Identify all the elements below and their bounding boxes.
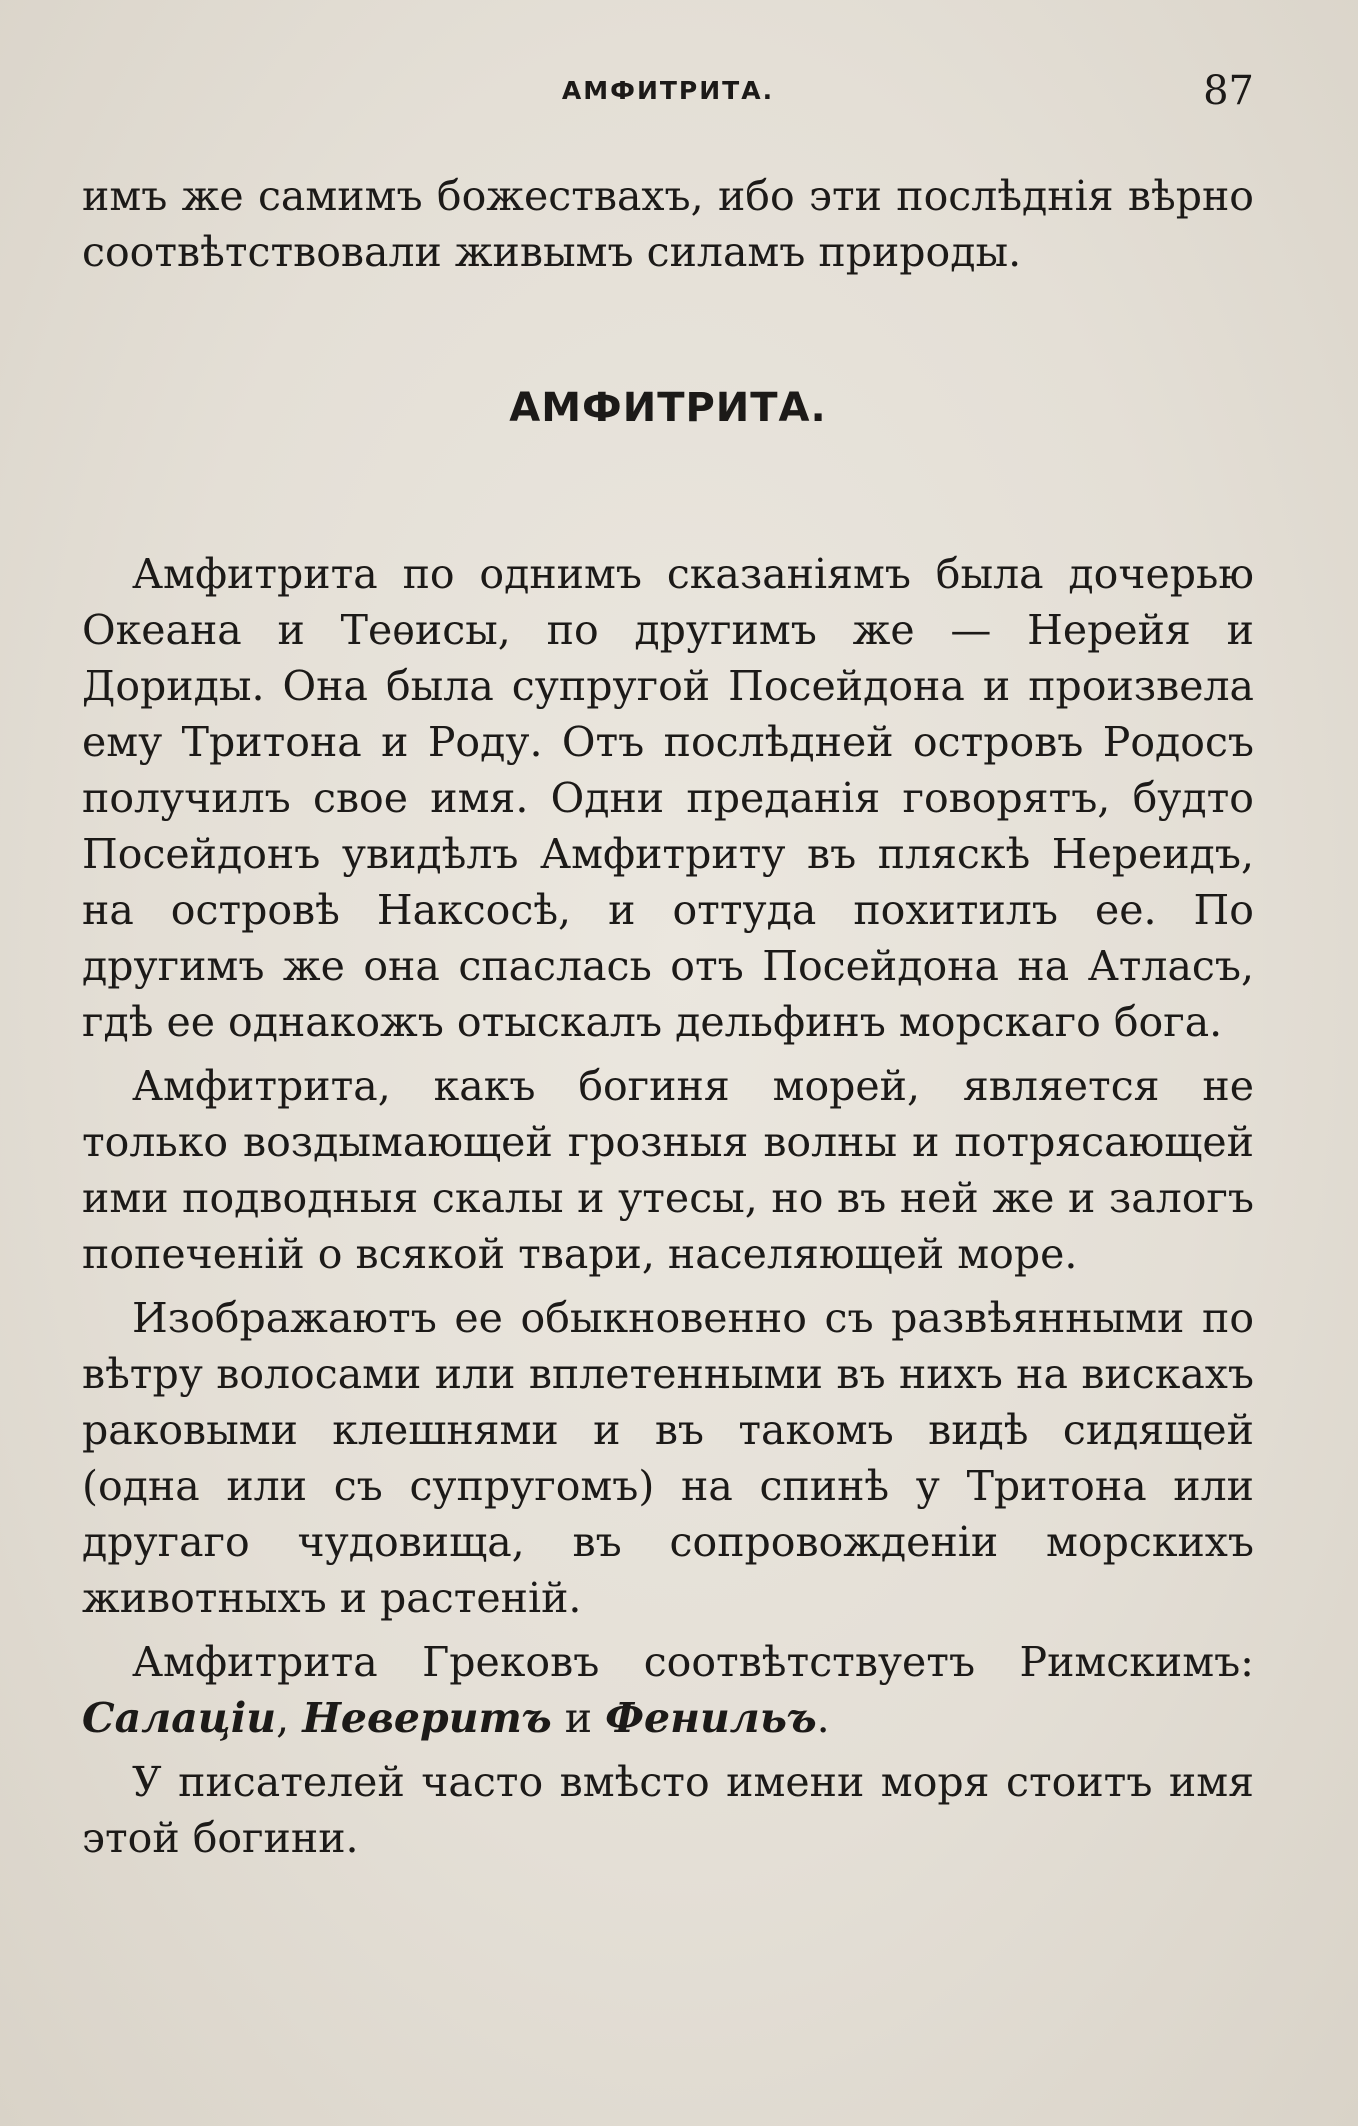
paragraph-roman-equivalents	[82, 1634, 1254, 1746]
paragraph-goddess-of-seas: Амфитрита, какъ богиня морей, является не только воздымающей грозныя волны и потрясающей ими подводныя скалы и утесы, но въ ней же и залогъ попеченій о всякой твари, населяющей море.	[82, 1062, 1254, 1278]
paragraph-writers: У писателей часто вмѣсто имени моря стоитъ имя этой богини.	[82, 1758, 1254, 1862]
page-number: 87	[1203, 68, 1254, 114]
lead-paragraph: имъ же самимъ божествахъ, ибо эти послѣднія вѣрно соотвѣтствовали живымъ силамъ природы.	[82, 172, 1254, 276]
running-title: АМФИТРИТА.	[561, 76, 775, 105]
roman-end: .	[816, 1694, 830, 1742]
paragraph-origin: Амфитрита по однимъ сказаніямъ была дочерью Океана и Теѳисы, по другимъ же — Нерейя и Дориды. Она была супругой Посейдона и произвела ему Тритона и Роду. Отъ послѣдней островъ Родосъ получилъ свое имя. Одни преданія говорятъ, будто Посейдонъ увидѣлъ Амфитриту въ пляскѣ Нереидъ, на островѣ Наксосѣ, и оттуда похитилъ ее. По другимъ же она спаслась отъ Посейдона на Атласъ, гдѣ ее однакожъ отыскалъ дельфинъ морскаго бога.	[82, 550, 1254, 1046]
section-heading: АМФИТРИТА.	[509, 385, 827, 431]
roman-intro: Амфитрита Грековъ соотвѣтствуетъ Римскимъ:	[132, 1638, 1254, 1686]
roman-name-salacia: Салаціи	[82, 1694, 277, 1742]
roman-name-fenil: Фенильъ	[605, 1694, 817, 1742]
roman-name-nerites: Неверитъ	[302, 1694, 552, 1742]
paragraph-depiction: Изображаютъ ее обыкновенно съ развѣянными по вѣтру волосами или вплетенными въ нихъ на вискахъ раковыми клешнями и въ такомъ видѣ сидящей (одна или съ супругомъ) на спинѣ у Тритона или другаго чудовища, въ сопровожденіи морскихъ животныхъ и растеній.	[82, 1294, 1254, 1622]
body-text-block	[82, 546, 1254, 1874]
lead-text-block	[82, 168, 1254, 280]
roman-conjunction: и	[564, 1694, 593, 1742]
roman-separator: ,	[276, 1694, 290, 1742]
running-head	[82, 68, 1254, 118]
